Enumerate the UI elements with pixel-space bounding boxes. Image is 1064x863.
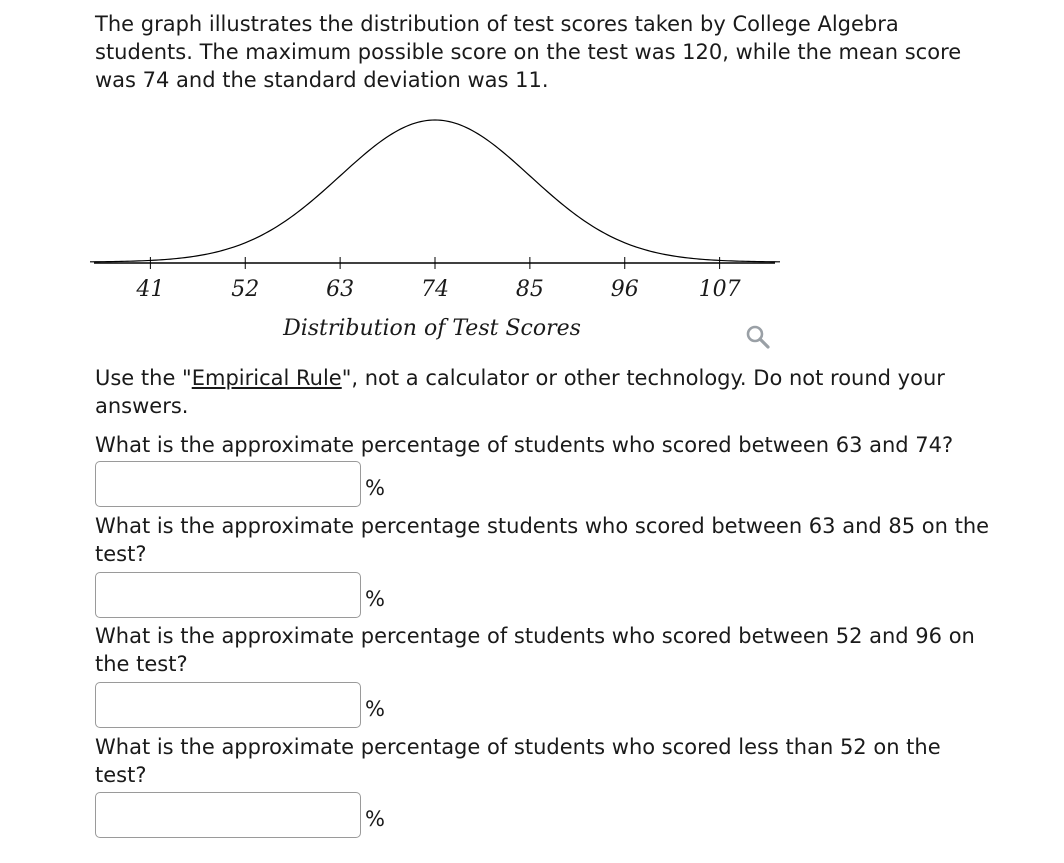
- magnifier-icon[interactable]: [743, 322, 773, 352]
- answer-input-2[interactable]: [95, 572, 361, 618]
- x-tick-label: 41: [136, 277, 165, 302]
- question-3: What is the approximate percentage of students who scored between 52 and 96 on the test?: [95, 624, 975, 676]
- answer-input-3[interactable]: [95, 682, 361, 728]
- x-tick-label: 85: [515, 277, 544, 302]
- answer-input-1[interactable]: [95, 461, 361, 507]
- percent-unit-1: %: [365, 476, 385, 500]
- x-tick-label: 63: [326, 277, 355, 302]
- question-4: What is the approximate percentage of students who scored less than 52 on the test?: [95, 735, 941, 787]
- empirical-rule-link[interactable]: Empirical Rule: [191, 366, 342, 390]
- instructions: Use the "Empirical Rule", not a calculator or other technology. Do not round your answers.: [95, 366, 945, 418]
- percent-unit-3: %: [365, 697, 385, 721]
- intro-text: The graph illustrates the distribution of test scores taken by College Algebra students. The maximum possible score on the test was 120, while the mean score was 74 and the standard deviation was 11.: [95, 12, 962, 92]
- answer-input-4[interactable]: [95, 792, 361, 838]
- x-tick-label: 96: [610, 277, 639, 302]
- bell-curve: [90, 120, 780, 262]
- question-2: What is the approximate percentage students who scored between 63 and 85 on the test?: [95, 514, 990, 566]
- distribution-chart: [90, 110, 780, 350]
- percent-unit-4: %: [365, 807, 385, 831]
- x-tick-label: 74: [421, 277, 449, 302]
- x-axis-title: Distribution of Test Scores: [283, 316, 581, 341]
- question-1: What is the approximate percentage of students who scored between 63 and 74?: [95, 433, 954, 457]
- x-tick-label: 52: [231, 277, 260, 302]
- x-tick-label: 107: [698, 277, 741, 302]
- percent-unit-2: %: [365, 587, 385, 611]
